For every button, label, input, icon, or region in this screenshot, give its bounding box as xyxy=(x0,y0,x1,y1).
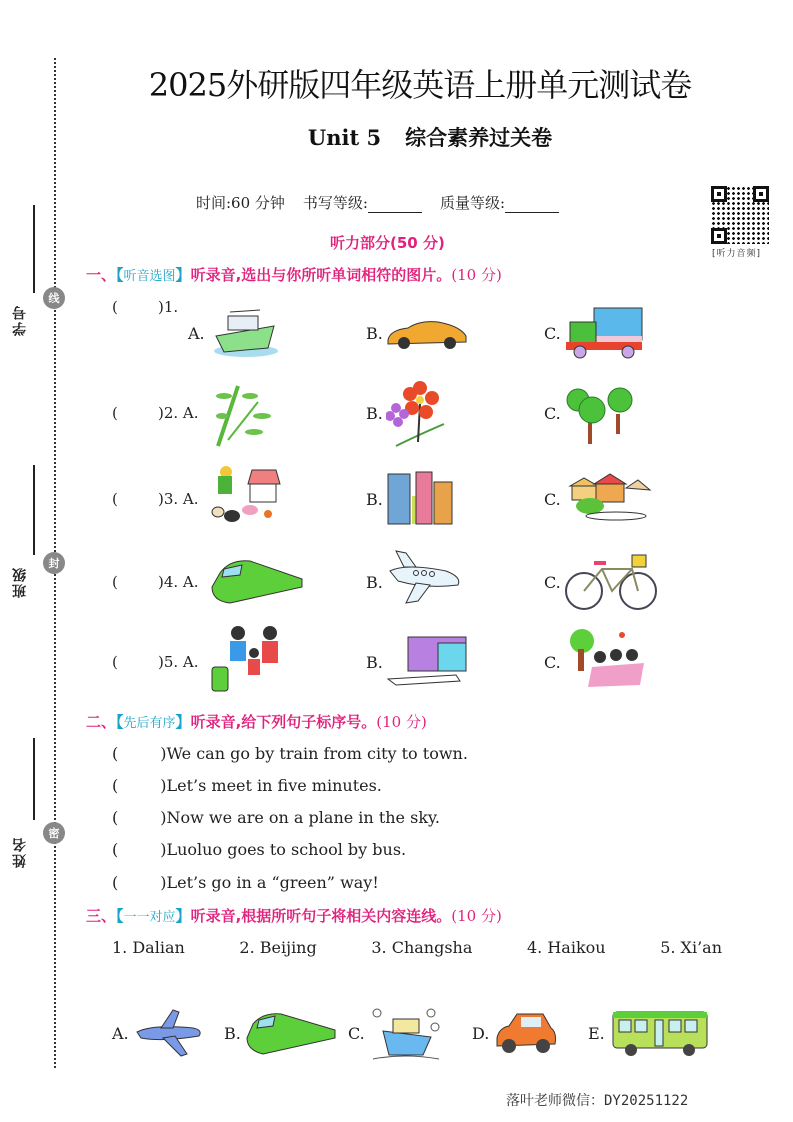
match-pictures xyxy=(112,1003,712,1063)
motor-boat-icon xyxy=(210,306,280,358)
name-label: 姓名 xyxy=(12,836,28,868)
city-list xyxy=(112,938,722,957)
subtitle-text: 综合素养过关卷 xyxy=(405,125,553,150)
student-id-fill-line xyxy=(33,205,35,293)
sentence-item: ( )Now we are on a plane in the sky. xyxy=(112,808,441,827)
answer-blank[interactable]: ( xyxy=(112,744,119,763)
answer-blank[interactable]: ( xyxy=(112,490,118,508)
question-5: ( )5. A. B. C. xyxy=(110,625,710,695)
truck-icon xyxy=(564,306,644,360)
village-icon xyxy=(566,472,652,524)
listening-part-heading: 听力部分(50 分) xyxy=(330,234,445,252)
name-fill-line xyxy=(33,738,35,820)
student-id-label: 学号 xyxy=(12,304,28,336)
question-1: ( )1. A. B. C. xyxy=(110,298,710,368)
plane-icon xyxy=(386,549,466,609)
page-title: 2025外研版四年级英语上册单元测试卷 xyxy=(148,66,692,104)
answer-blank[interactable]: ( xyxy=(112,653,118,671)
bike-icon xyxy=(564,547,658,611)
sentence-item: ( )Let’s meet in five minutes. xyxy=(112,776,382,795)
city-item[interactable]: 4. Haikou xyxy=(527,938,606,957)
seal-secret: 密 xyxy=(43,822,65,844)
section2-heading: 二、【先后有序】听录音,给下列句子标序号。(10 分) xyxy=(86,713,427,731)
class-fill-line xyxy=(33,465,35,555)
answer-blank[interactable]: ( xyxy=(112,840,119,859)
train-icon xyxy=(210,553,304,609)
seal-line: 线 xyxy=(43,287,65,309)
picnic-icon xyxy=(564,627,648,693)
city-buildings-icon xyxy=(386,470,456,526)
exam-meta xyxy=(196,192,559,213)
footer-contact: 落叶老师微信：DY20251122 xyxy=(506,1093,689,1109)
section1-tag: 听音选图 xyxy=(123,269,176,284)
section3-heading: 三、【一一对应】听录音,根据所听句子将相关内容连线。(10 分) xyxy=(86,907,502,925)
family-travel-icon xyxy=(210,625,286,695)
bus-icon xyxy=(609,1008,709,1058)
class-label: 班级 xyxy=(12,566,28,598)
seal-seal: 封 xyxy=(43,552,65,574)
match-option-d[interactable]: D. xyxy=(472,1003,559,1063)
answer-blank[interactable]: ( xyxy=(112,808,119,827)
answer-blank[interactable]: ( xyxy=(112,776,119,795)
bamboo-icon xyxy=(210,382,280,448)
city-item[interactable]: 3. Changsha xyxy=(371,938,473,957)
match-option-e[interactable]: E. xyxy=(588,1003,709,1063)
match-option-b[interactable]: B. xyxy=(224,1003,337,1063)
ship-icon xyxy=(369,1003,441,1063)
city-item[interactable]: 1. Dalian xyxy=(112,938,185,957)
sentence-item: ( )Let’s go in a “green” way! xyxy=(112,873,379,892)
plane-and-house-icon xyxy=(386,633,468,689)
match-option-c[interactable]: C. xyxy=(348,1003,441,1063)
trees-icon xyxy=(566,384,634,446)
question-4: ( )4. A. B. C. xyxy=(110,545,710,615)
section2-tag: 先后有序 xyxy=(123,716,176,731)
answer-blank[interactable]: ( xyxy=(112,573,118,591)
answer-blank[interactable]: ( xyxy=(112,873,119,892)
quality-grade-label: 质量等级: xyxy=(439,194,506,212)
unit-label: Unit 5 xyxy=(307,125,382,150)
sentence-item: ( )Luoluo goes to school by bus. xyxy=(112,840,407,859)
page-subtitle xyxy=(200,122,660,152)
answer-blank[interactable]: ( xyxy=(112,404,118,422)
question-3: ( )3. A. B. C. xyxy=(110,462,710,532)
car-icon xyxy=(493,1008,559,1058)
sports-car-icon xyxy=(384,318,470,350)
city-item[interactable]: 2. Beijing xyxy=(239,938,317,957)
flowers-icon xyxy=(386,380,446,448)
writing-grade-label: 书写等级: xyxy=(302,194,368,212)
qr-code-icon[interactable] xyxy=(711,186,769,244)
section3-tag: 一一对应 xyxy=(123,910,176,925)
farm-icon xyxy=(210,462,286,532)
writing-grade-blank[interactable] xyxy=(368,199,422,213)
section1-heading: 一、【听音选图】听录音,选出与你所听单词相符的图片。(10 分) xyxy=(86,266,502,284)
quality-grade-blank[interactable] xyxy=(505,199,559,213)
answer-blank[interactable]: ( xyxy=(112,298,118,316)
qr-caption: [听力音频] xyxy=(712,249,762,259)
time-label: 时间:60 分钟 xyxy=(196,194,285,212)
question-2: ( )2. A. B. C. xyxy=(110,380,710,450)
plane-icon xyxy=(133,1008,203,1058)
city-item[interactable]: 5. Xi’an xyxy=(660,938,722,957)
train-icon xyxy=(245,1008,337,1058)
sentence-item: ( )We can go by train from city to town. xyxy=(112,744,468,763)
match-option-a[interactable]: A. xyxy=(112,1003,203,1063)
